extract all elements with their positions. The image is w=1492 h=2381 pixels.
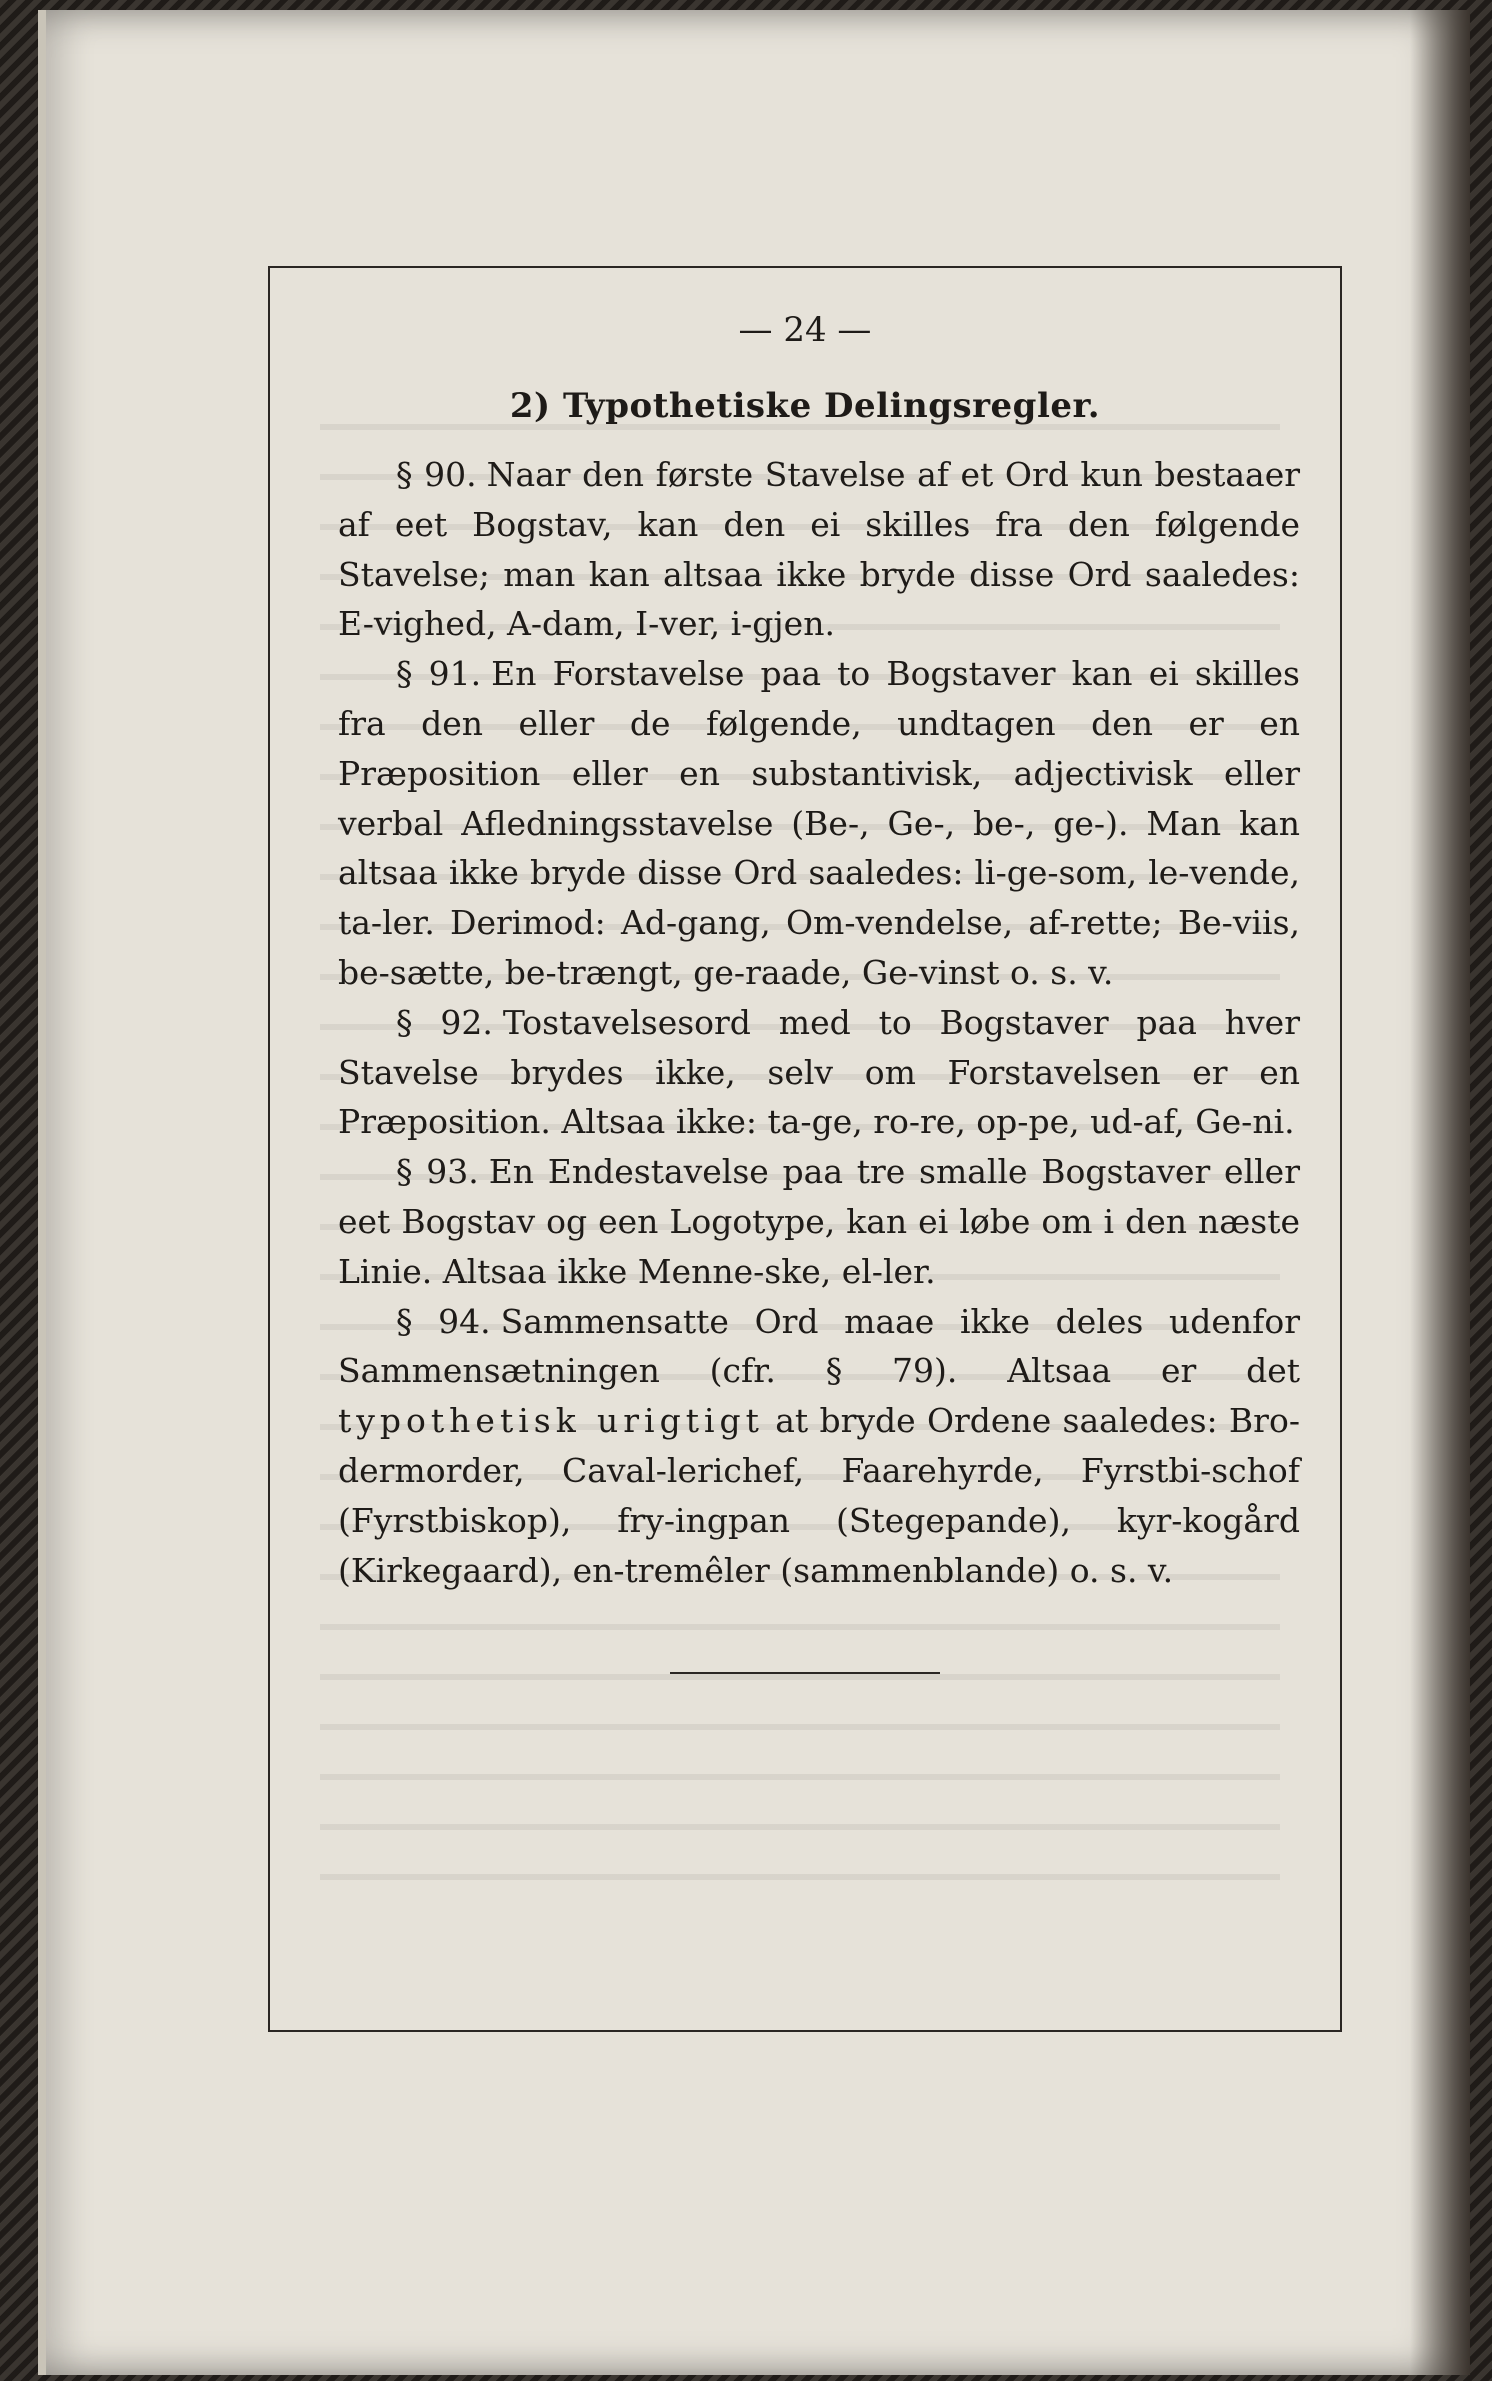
paragraph-sign: § 90. [396,455,477,494]
paragraph-94 [338,1297,1300,1596]
paragraph-91 [338,649,1300,998]
section-heading: 2) Typothetiske Delingsregler. [509,386,1101,426]
paragraph-sign: § 92. [396,1002,493,1042]
page-number: — 24 — [738,310,872,350]
paragraph-text: En Forstavelse paa to Bogstaver kan ei skilles fra den eller de følgende, undtagen den er en Præposition eller en substantivisk, adjectivisk eller verbal Afledningsstavelse (Be-, Ge-, be-, ge-). Man kan altsaa ikke bryde disse Ord saaledes: li-ge-som, le-vende, ta-ler. Derimod: Ad-gang, Om-vendelse, af-rette; Be-viis, be-sætte, be-trængt, ge-raade, Ge-vinst o. s. v. [338,654,1300,992]
paragraph-text: Sammensatte Ord maae ikke deles udenfor Sammensætningen (cfr. § 79). Altsaa er det [338,1301,1300,1391]
end-rule [670,1672,940,1674]
emphasis-text: typothetisk urigtigt [338,1401,764,1441]
paragraph-text: at bryde Ordene saaledes: Bro-dermorder, Caval-lerichef, Faarehyrde, Fyrstbi-schof (Fyrstbiskop), fry-ingpan (Stegepande), kyr-kogård (Kirkegaard), en-tremêler (sammenblande) o. s. v. [338,1401,1300,1590]
page-gutter-shadow [1410,10,1470,2375]
body-text [338,450,1300,1595]
paragraph-text: En Endestavelse paa tre smalle Bogstaver eller eet Bogstav og een Logotype, kan ei løbe om i den næste Linie. Altsaa ikke Menne-ske, el-ler. [338,1152,1300,1291]
paragraph-93 [338,1147,1300,1296]
paragraph-90 [338,450,1300,649]
paragraph-sign: § 91. [396,654,482,694]
paragraph-92 [338,998,1300,1147]
paragraph-sign: § 93. [396,1152,479,1192]
paragraph-text: Naar den første Stavelse af et Ord kun bestaaer af eet Bogstav, kan den ei skilles fra den følgende Stavelse; man kan altsaa ikke bryde disse Ord saaledes: E-vighed, A-dam, I-ver, i-gjen. [338,455,1300,644]
paragraph-sign: § 94. [396,1301,491,1341]
paragraph-text: Tostavelsesord med to Bogstaver paa hver Stavelse brydes ikke, selv om Forstavelsen er en Præposition. Altsaa ikke: ta-ge, ro-re, op-pe, ud-af, Ge-ni. [338,1002,1300,1142]
text-frame [268,266,1342,2032]
